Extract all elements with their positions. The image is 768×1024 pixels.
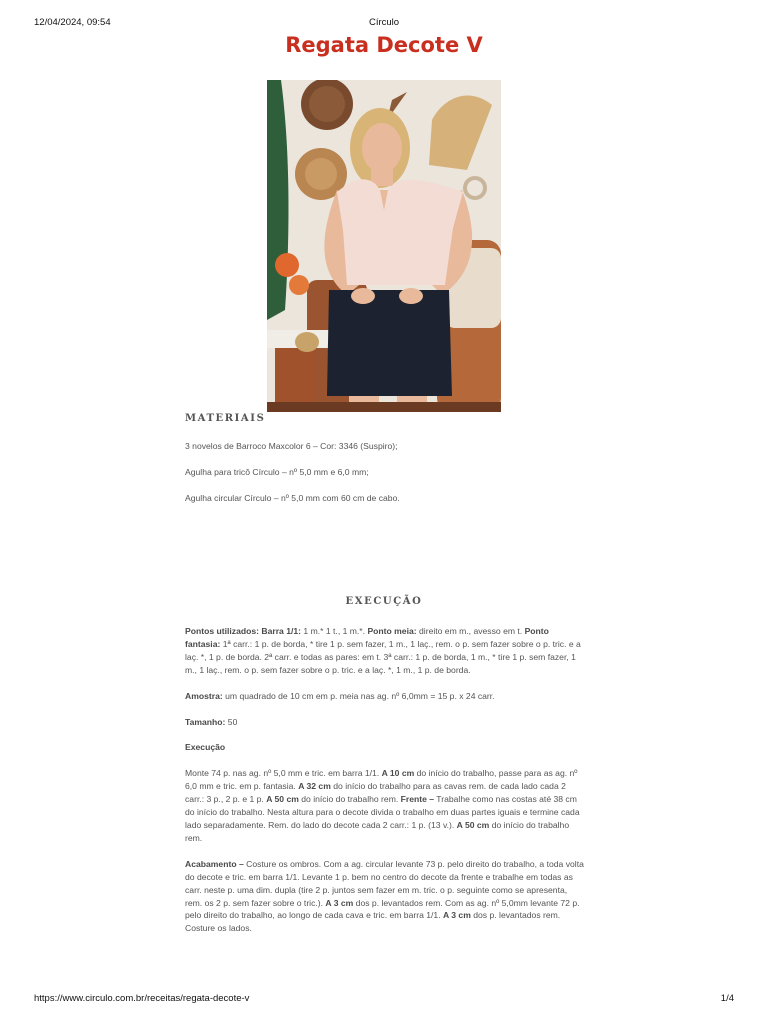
exec-bold: A 50 cm [456, 819, 490, 830]
print-footer [34, 993, 734, 1007]
ponto-fantasia-label: Ponto fantasia: [185, 626, 549, 649]
page-number: 1/4 [720, 993, 734, 1004]
acab-text: Costure os ombros. Com a ag. circular levante 73 p. pelo direito do trabalho, a toda volta do decote e tric. em barra 1/1. Levante 1 p. bem no centro do decote da frente e trabalhe em todas as carr. neste p. uma dim. dupla (tire 2 p. juntos sem fazer em m. tric. o p. seguinte como se apresenta, rem. os 2 p. sem fazer sobre o tric.). [185, 858, 584, 908]
exec-text: do início do trabalho rem. [185, 819, 570, 843]
materiais-heading: MATERIAIS [185, 413, 266, 424]
material-item: Agulha circular Círculo – nº 5,0 mm com 60 cm de cabo. [185, 493, 400, 503]
ponto-meia-text: direito em m., avesso em t. [416, 626, 525, 636]
page-title: Regata Decote V [285, 33, 483, 57]
exec-text: do início do trabalho, passe para as ag. nº 6,0 mm e tric. em p. fantasia. [185, 768, 578, 792]
acab-bold: A 3 cm [442, 910, 471, 921]
acabamento-paragraph [185, 858, 585, 935]
pontos-paragraph [185, 625, 585, 677]
ponto-fantasia-text: 1ª carr.: 1 p. de borda, * tire 1 p. sem fazer, 1 m., 1 laç., rem. o p. sem fazer sobre o p. tric. e a laç. *, 1 p. de borda. 2ª carr. e todas as pares: em t. 3ª carr.: 1 p. de borda, 1 m., * tire 1 p. sem fazer, 1 m., 1 laç., rem. o p. sem fazer sobre o p. tric. e a laç. *, 1 m., 1 p. de borda. [185, 638, 581, 675]
tamanho-label: Tamanho: [185, 716, 226, 727]
exec-bold: A 10 cm [381, 768, 415, 779]
acab-text: dos p. levantados rem. Com as ag. nº 5,0mm levante 72 p. pelo direito do trabalho, ao longo de cada cava e tric. em barra 1/1. [185, 897, 580, 921]
pontos-text: 1 m.* 1 t., 1 m.*. [301, 626, 368, 636]
exec-text: do início do trabalho para as cavas rem. de cada lado cada 2 carr.: 3 p., 2 p. e 1 p. [185, 781, 566, 805]
execucao-content [185, 625, 585, 948]
print-site-name: Círculo [368, 17, 400, 28]
product-photo [267, 80, 501, 412]
amostra-paragraph [185, 690, 585, 703]
acab-text: dos p. levantados rem. Costure os lados. [185, 910, 561, 934]
execucao-subheading-paragraph [185, 741, 585, 754]
execucao-subheading: Execução [185, 742, 226, 753]
exec-bold: A 32 cm [298, 781, 331, 792]
tamanho-paragraph [185, 716, 585, 729]
ponto-meia-label: Ponto meia: [367, 626, 417, 636]
exec-text: do início do trabalho rem. [298, 794, 401, 805]
material-item: 3 novelos de Barroco Maxcolor 6 – Cor: 3346 (Suspiro); [185, 441, 398, 451]
print-datetime: 12/04/2024, 09:54 [34, 17, 111, 28]
execucao-heading: EXECUÇÃO [345, 596, 423, 607]
execucao-paragraph [185, 767, 585, 844]
product-photo-illustration [267, 80, 501, 412]
page-url: https://www.circulo.com.br/receitas/regata-decote-v [34, 993, 250, 1004]
pontos-label: Pontos utilizados: Barra 1/1: [185, 626, 302, 636]
acabamento-label: Acabamento – [185, 858, 244, 869]
amostra-label: Amostra: [185, 690, 223, 701]
exec-bold: Frente – [400, 794, 435, 805]
exec-text: Trabalhe como nas costas até 38 cm do início do trabalho. Nesta altura para o decote divida o trabalho em duas partes iguais e termine cada lado separadamente. Rem. do lado do decote cada 2 carr.: 1 p. (13 v.). [185, 794, 580, 830]
material-item: Agulha para tricô Círculo – nº 5,0 mm e 6,0 mm; [185, 467, 369, 477]
exec-text: Monte 74 p. nas ag. nº 5,0 mm e tric. em barra 1/1. [185, 768, 382, 779]
exec-bold: A 50 cm [266, 794, 299, 805]
acab-bold: A 3 cm [325, 897, 354, 908]
amostra-text: um quadrado de 10 cm em p. meia nas ag. nº 6,0mm = 15 p. x 24 carr. [222, 690, 495, 701]
tamanho-text: 50 [225, 716, 238, 727]
print-header [34, 17, 734, 31]
